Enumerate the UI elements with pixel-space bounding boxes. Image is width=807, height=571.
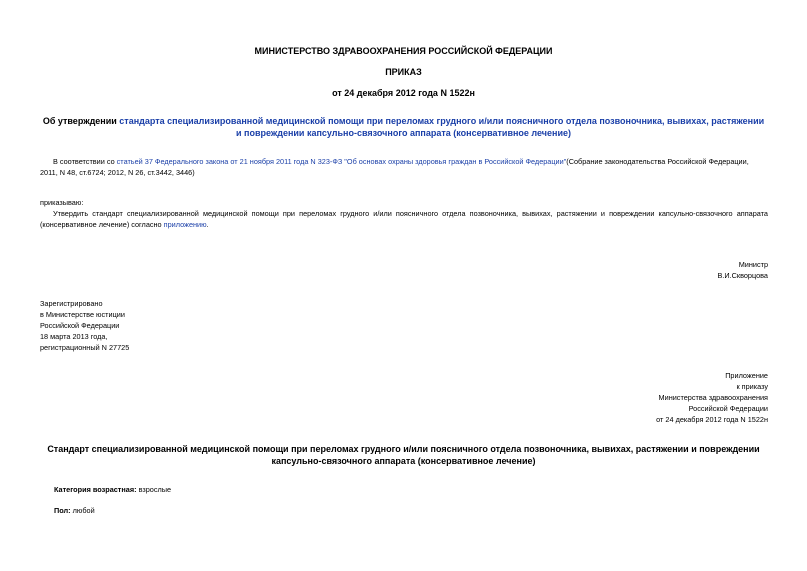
preamble-tail: (Собрание законодательства Российской Федерации, 2011, N 48, ст.6724; 2012, N 26, ст.3442, 3446) <box>40 157 749 177</box>
age-category-value: взрослые <box>138 485 172 494</box>
title-prefix: Об утверждении <box>42 116 120 126</box>
appendix-link[interactable]: приложению <box>163 220 207 229</box>
ministry-heading: МИНИСТЕРСТВО ЗДРАВООХРАНЕНИЯ РОССИЙСКОЙ ФЕДЕРАЦИИ <box>254 46 553 56</box>
preamble-lead: В соответствии со <box>53 157 117 166</box>
standard-title: Стандарт специализированной медицинской помощи при переломах грудного и/или поясничного отдела позвоночника, вывихах, растяжении и повреждении капсульно-связочного аппарата (консервативное лечение) <box>47 444 760 466</box>
registration-block <box>40 298 260 353</box>
preamble-paragraph <box>40 156 768 178</box>
appendix-line: от 24 декабря 2012 года N 1522н <box>656 415 768 424</box>
registration-line: регистрационный N 27725 <box>40 343 130 352</box>
signature-position: Министр <box>738 260 768 269</box>
age-category-label: Категория возрастная: <box>54 485 137 494</box>
age-category-row <box>54 484 454 495</box>
sex-value: любой <box>72 506 95 515</box>
order-command: приказываю: <box>40 198 84 207</box>
signature-name: В.И.Скворцова <box>717 271 768 280</box>
order-paragraph <box>40 208 768 230</box>
registration-line: 18 марта 2013 года, <box>40 332 108 341</box>
appendix-line: к приказу <box>736 382 768 391</box>
document-date: от 24 декабря 2012 года N 1522н <box>332 88 475 98</box>
document-type: ПРИКАЗ <box>385 67 422 77</box>
law-link[interactable]: статьей 37 Федерального закона от 21 ноября 2011 года N 323-ФЗ "Об основах охраны здоровья граждан в Российской Федерации" <box>116 157 567 166</box>
appendix-line: Приложение <box>725 371 768 380</box>
document-title <box>40 115 767 139</box>
registration-line: Зарегистрировано <box>40 299 103 308</box>
order-end: . <box>206 220 209 229</box>
appendix-line: Российской Федерации <box>688 404 768 413</box>
appendix-line: Министерства здравоохранения <box>658 393 768 402</box>
registration-line: Российской Федерации <box>40 321 120 330</box>
standard-link[interactable]: стандарта специализированной медицинской помощи при переломах грудного и/или поясничного отдела позвоночника, вывихах, растяжении и повреждении капсульно-связочного аппарата (консервативное лечение) <box>119 116 765 138</box>
registration-line: в Министерстве юстиции <box>40 310 125 319</box>
order-text: Утвердить стандарт специализированной медицинской помощи при переломах грудного и/или поясничного отдела позвоночника, вывихах, растяжении и повреждении капсульно-связочного аппарата (консервативное лечение) согласно <box>40 209 768 229</box>
appendix-block <box>560 370 768 425</box>
signature-block <box>560 259 768 281</box>
sex-label: Пол: <box>54 506 71 515</box>
sex-row <box>54 505 454 516</box>
